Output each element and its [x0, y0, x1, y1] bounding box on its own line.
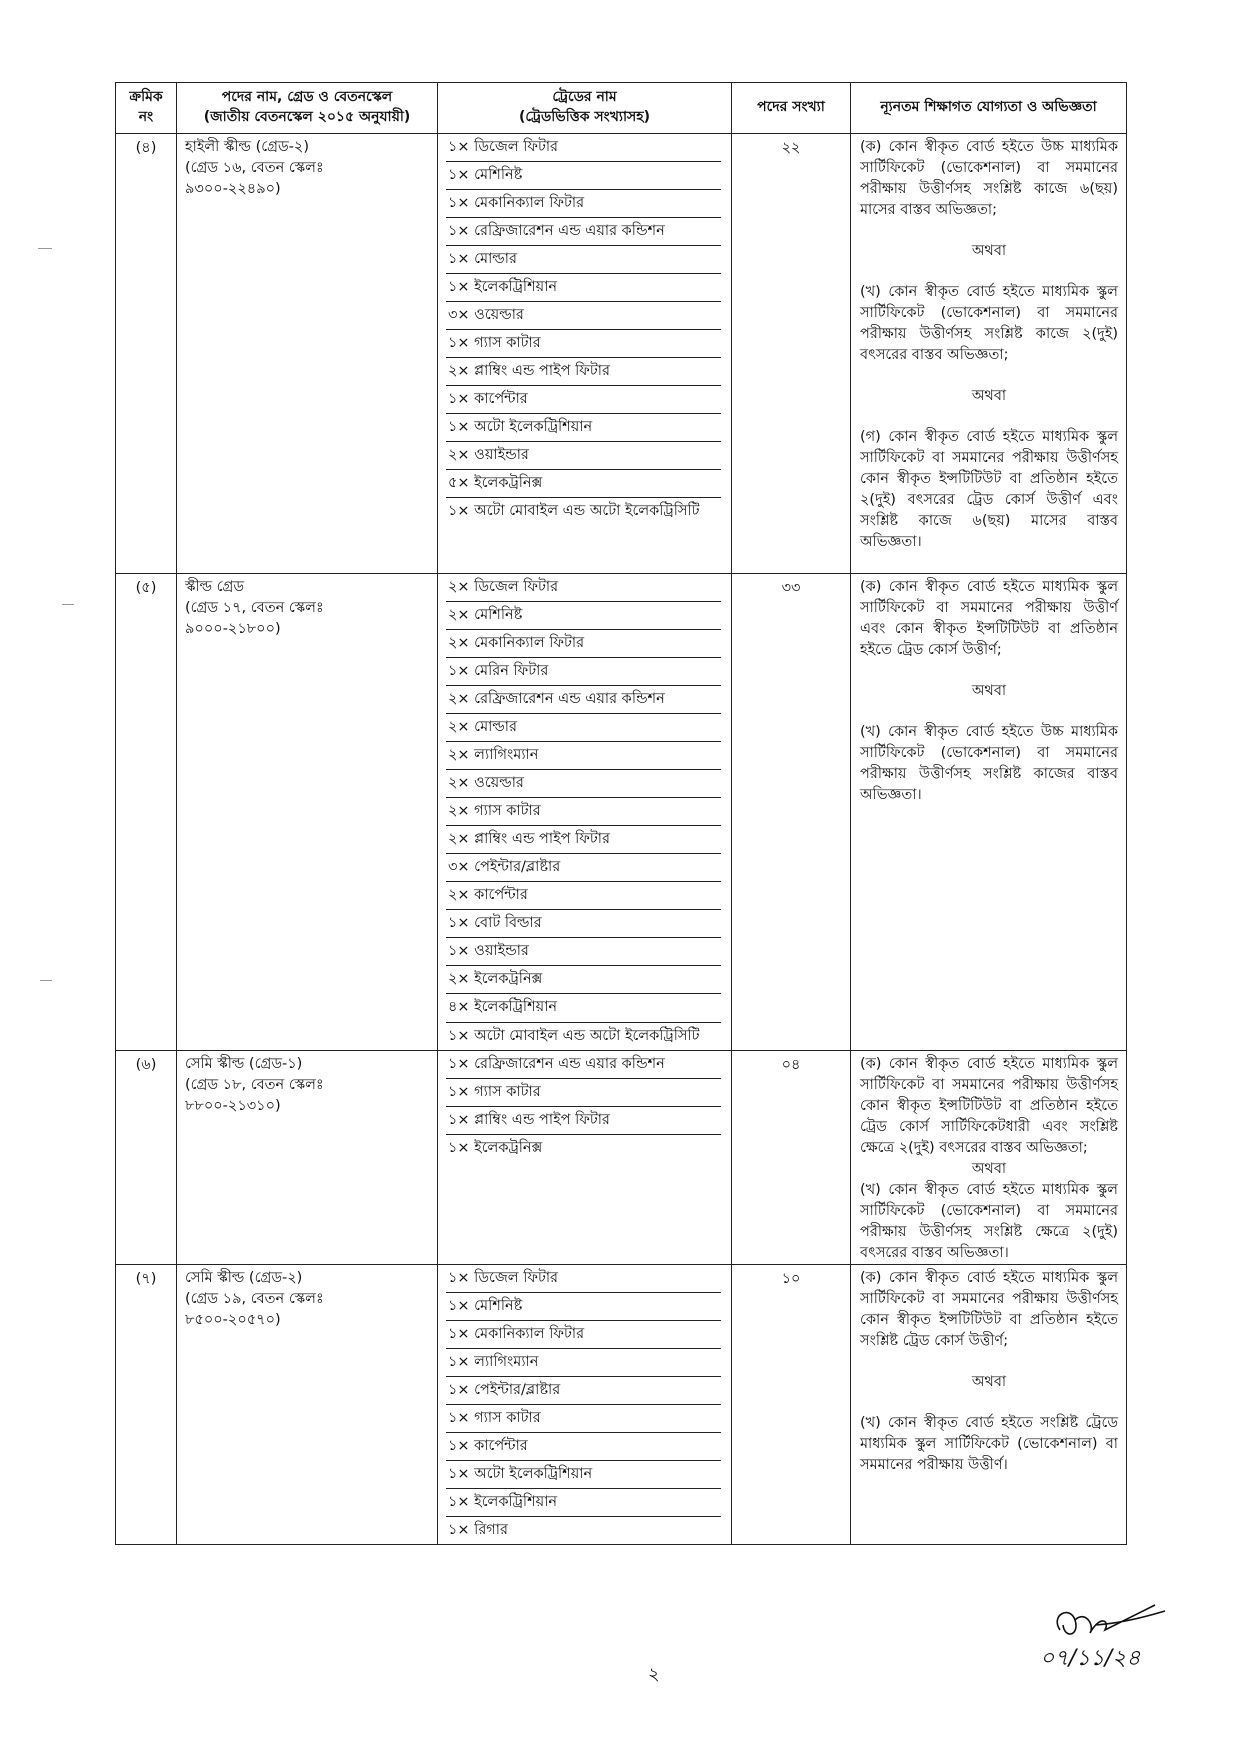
trade-item: ২× কার্পেন্টার [446, 882, 721, 910]
trade-item: ১× কার্পেন্টার [446, 1433, 721, 1461]
trade-item: ২× মোল্ডার [446, 714, 721, 742]
post-text: ৮৮০০-২১৩১০) [185, 1097, 281, 1114]
trade-item: ২× ডিজেল ফিটার [446, 574, 721, 602]
table-body [116, 134, 1127, 1545]
header-trade-line1: ট্রেডের নাম [552, 89, 617, 106]
trade-item: ২× মেকানিক্যাল ফিটার [446, 630, 721, 658]
header-post [177, 83, 438, 134]
qualification-cell [851, 134, 1127, 574]
trade-item: ১× গ্যাস কাটার [446, 1079, 721, 1107]
trade-item: ৫× ইলেকট্রনিক্স [446, 470, 721, 498]
post-cell [177, 1264, 438, 1544]
trade-item: ১× ইলেকট্রনিক্স [448, 1139, 543, 1156]
post-cell [177, 574, 438, 1050]
trade-cell [438, 1264, 732, 1544]
trade-list [438, 574, 731, 1049]
trade-item: ৪× ইলেকট্রিশিয়ান [446, 994, 721, 1022]
trade-item: ২× ইলেকট্রনিক্স [446, 966, 721, 994]
header-serial: ক্রমিক নং [116, 83, 177, 134]
post-count-cell: ২২ [732, 134, 851, 574]
recruitment-table [115, 82, 1127, 1545]
qualification-text: (ক) কোন স্বীকৃত বোর্ড হইতে উচ্চ মাধ্যমিক সার্টিফিকেট (ভোকেশনাল) বা সমমানের পরীক্ষায় উত্তীর্ণসহ সংশ্লিষ্ট কাজে ৬(ছয়) মাসের বাস্তব অভিজ্ঞতা; [860, 139, 1118, 219]
trade-item: ১× ইলেকট্রিশিয়ান [446, 274, 721, 302]
trade-item: ২× ল্যাগিংম্যান [446, 742, 721, 770]
post-cell [177, 1050, 438, 1264]
qualification-text: (গ) কোন স্বীকৃত বোর্ড হইতে মাধ্যমিক স্কুল সার্টিফিকেট বা সমমানের পরীক্ষায় উত্তীর্ণসহ কোন স্বীকৃত ইন্সটিটিউট বা প্রতিষ্ঠান হইতে ২(দুই) বৎসরের ট্রেড কোর্স উত্তীর্ণ এবং সংশ্লিষ্ট কাজে ৬(ছয়) মাসের বাস্তব অভিজ্ঞতা। [860, 429, 1118, 551]
trade-item: ১× কার্পেন্টার [446, 386, 721, 414]
trade-list [438, 134, 731, 525]
trade-item: ১× রেফ্রিজারেশন এন্ড এয়ার কন্ডিশন [446, 1051, 721, 1079]
signature-date: ০৭/১১/২৪ [1040, 1646, 1141, 1671]
margin-mark [40, 980, 52, 981]
trade-cell [438, 134, 732, 574]
qualification-text: (খ) কোন স্বীকৃত বোর্ড হইতে উচ্চ মাধ্যমিক সার্টিফিকেট (ভোকেশনাল) বা সমমানের পরীক্ষায় উত্তীর্ণসহ সংশ্লিষ্ট কাজের বাস্তব অভিজ্ঞতা। [860, 724, 1118, 804]
serial-cell: (৪) [116, 134, 177, 574]
table-row [116, 1050, 1127, 1264]
qualification-or: অথবা [971, 683, 1007, 700]
trade-item: ১× পেইন্টার/ব্লাষ্টার [446, 1377, 721, 1405]
post-count-cell: ৩৩ [732, 574, 851, 1050]
qualification-cell [851, 574, 1127, 1050]
trade-item: ২× রেফ্রিজারেশন এন্ড এয়ার কন্ডিশন [446, 686, 721, 714]
post-text: ৮৫০০-২০৫৭০) [185, 1311, 281, 1328]
post-text: (গ্রেড ১৬, বেতন স্কেলঃ [185, 160, 324, 177]
qualification-or: অথবা [971, 388, 1007, 405]
page-number: ২ [648, 1664, 660, 1685]
trade-item: ১× মোল্ডার [446, 246, 721, 274]
trade-item: ১× ল্যাগিংম্যান [446, 1349, 721, 1377]
signature [1035, 1585, 1185, 1695]
margin-mark [62, 604, 74, 605]
post-count-cell: ০৪ [732, 1050, 851, 1264]
trade-item: ২× ওয়েল্ডার [446, 770, 721, 798]
post-text: ৯৩০০-২২৪৯০) [185, 181, 281, 198]
trade-item: ১× ডিজেল ফিটার [446, 1265, 721, 1293]
trade-item: ১× মেকানিক্যাল ফিটার [446, 1321, 721, 1349]
signature-scribble [1035, 1585, 1185, 1695]
post-text: স্কীল্ড গ্রেড [185, 579, 245, 596]
post-text: (গ্রেড ১৮, বেতন স্কেলঃ [185, 1076, 324, 1093]
post-cell [177, 134, 438, 574]
trade-item: ১× অটো ইলেকট্রিশিয়ান [446, 1461, 721, 1489]
header-post-line2: (জাতীয় বেতনস্কেল ২০১৫ অনুযায়ী) [203, 109, 411, 125]
margin-mark [38, 248, 52, 249]
post-text: সেমি স্কীল্ড (গ্রেড-২) [185, 1269, 303, 1286]
qualification-or: অথবা [971, 1373, 1007, 1390]
post-text: হাইলী স্কীল্ড (গ্রেড-২) [185, 139, 309, 155]
trade-item: ১× ইলেকট্রিশিয়ান [446, 1489, 721, 1517]
post-text: (গ্রেড ১৭, বেতন স্কেলঃ [185, 600, 324, 617]
header-count: পদের সংখ্যা [732, 83, 851, 134]
trade-item: ২× ওয়াইন্ডার [446, 442, 721, 470]
trade-cell [438, 574, 732, 1050]
table-row [116, 1264, 1127, 1544]
table-header-row [116, 83, 1127, 134]
trade-list [438, 1051, 731, 1162]
table-row [116, 134, 1127, 574]
trade-item: ১× ডিজেল ফিটার [446, 134, 721, 162]
qualification-text: (খ) কোন স্বীকৃত বোর্ড হইতে সংশ্লিষ্ট ট্রেডে মাধ্যমিক স্কুল সার্টিফিকেট (ভোকেশনাল) বা সমমানের পরীক্ষায় উত্তীর্ণ। [860, 1414, 1118, 1473]
header-post-line1: পদের নাম, গ্রেড ও বেতনস্কেল [221, 89, 393, 106]
trade-item: ২× প্লাম্বিং এন্ড পাইপ ফিটার [446, 358, 721, 386]
trade-cell [438, 1050, 732, 1264]
trade-item: ২× প্লাম্বিং এন্ড পাইপ ফিটার [446, 826, 721, 854]
trade-item: ১× মেরিন ফিটার [446, 658, 721, 686]
header-qualification: ন্যূনতম শিক্ষাগত যোগ্যতা ও অভিজ্ঞতা [851, 83, 1127, 134]
trade-item: ১× মেকানিক্যাল ফিটার [446, 190, 721, 218]
table-row [116, 574, 1127, 1050]
trade-item: ১× গ্যাস কাটার [446, 330, 721, 358]
post-count-cell: ১০ [732, 1264, 851, 1544]
qualification-cell [851, 1264, 1127, 1544]
serial-cell: (৫) [116, 574, 177, 1050]
trade-item: ১× রেফ্রিজারেশন এন্ড এয়ার কন্ডিশন [446, 218, 721, 246]
header-trade [438, 83, 732, 134]
trade-list [438, 1265, 731, 1544]
header-trade-line2: (ট্রেডভিত্তিক সংখ্যাসহ) [518, 109, 651, 125]
qualification-or: অথবা [971, 1160, 1007, 1177]
trade-item: ১× মেশিনিষ্ট [446, 1293, 721, 1321]
qualification-text: (খ) কোন স্বীকৃত বোর্ড হইতে মাধ্যমিক স্কুল সার্টিফিকেট (ভোকেশনাল) বা সমমানের পরীক্ষায় উত্তীর্ণসহ সংশ্লিষ্ট কাজে ২(দুই) বৎসরের বাস্তব অভিজ্ঞতা; [860, 284, 1118, 364]
trade-item: ১× অটো মোবাইল এন্ড অটো ইলেকট্রিসিটি [448, 503, 700, 520]
trade-item: ১× অটো মোবাইল এন্ড অটো ইলেকট্রিসিটি [448, 1027, 700, 1044]
serial-cell: (৭) [116, 1264, 177, 1544]
trade-item: ৩× ওয়েল্ডার [446, 302, 721, 330]
trade-item: ১× বোট বিল্ডার [446, 910, 721, 938]
serial-cell: (৬) [116, 1050, 177, 1264]
qualification-text: (ক) কোন স্বীকৃত বোর্ড হইতে মাধ্যমিক স্কুল সার্টিফিকেট বা সমমানের পরীক্ষায় উত্তীর্ণসহ কোন স্বীকৃত ইন্সটিটিউট বা প্রতিষ্ঠান হইতে সংশ্লিষ্ট ট্রেড কোর্স উত্তীর্ণ; [860, 1269, 1118, 1349]
post-text: (গ্রেড ১৯, বেতন স্কেলঃ [185, 1290, 324, 1307]
trade-item: ১× গ্যাস কাটার [446, 1405, 721, 1433]
trade-item: ৩× পেইন্টার/ব্লাষ্টার [446, 854, 721, 882]
trade-item: ২× মেশিনিষ্ট [446, 602, 721, 630]
trade-item: ১× প্লাম্বিং এন্ড পাইপ ফিটার [446, 1107, 721, 1135]
qualification-text: (খ) কোন স্বীকৃত বোর্ড হইতে মাধ্যমিক স্কুল সার্টিফিকেট (ভোকেশনাল) বা সমমানের পরীক্ষায় উত্তীর্ণসহ সংশ্লিষ্ট ক্ষেত্রে ২(দুই) বৎসরের বাস্তব অভিজ্ঞতা। [860, 1181, 1118, 1261]
qualification-text: (ক) কোন স্বীকৃত বোর্ড হইতে মাধ্যমিক স্কুল সার্টিফিকেট বা সমমানের পরীক্ষায় উত্তীর্ণ এবং কোন স্বীকৃত ইন্সটিটিউট বা প্রতিষ্ঠান হইতে ট্রেড কোর্স উত্তীর্ণ; [860, 579, 1118, 659]
trade-item: ১× ওয়াইন্ডার [446, 938, 721, 966]
trade-item: ১× রিগার [448, 1521, 508, 1538]
post-text: ৯০০০-২১৮০০) [185, 621, 281, 638]
trade-item: ১× অটো ইলেকট্রিশিয়ান [446, 414, 721, 442]
qualification-text: (ক) কোন স্বীকৃত বোর্ড হইতে মাধ্যমিক স্কুল সার্টিফিকেট বা সমমানের পরীক্ষায় উত্তীর্ণসহ কোন স্বীকৃত ইন্সটিটিউট বা প্রতিষ্ঠান হইতে ট্রেড কোর্স সার্টিফিকেটধারী এবং সংশ্লিষ্ট ক্ষেত্রে ২(দুই) বৎসরের বাস্তব অভিজ্ঞতা; [860, 1055, 1118, 1156]
qualification-or: অথবা [971, 243, 1007, 260]
trade-item: ২× গ্যাস কাটার [446, 798, 721, 826]
post-text: সেমি স্কীল্ড (গ্রেড-১) [185, 1055, 303, 1072]
qualification-cell [851, 1050, 1127, 1264]
trade-item: ১× মেশিনিষ্ট [446, 162, 721, 190]
